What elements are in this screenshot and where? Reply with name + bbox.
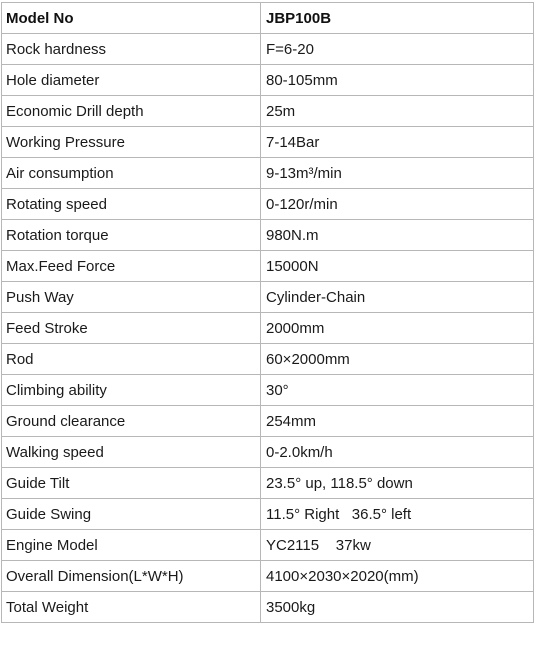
spec-value-cell: 0-2.0km/h <box>261 437 534 468</box>
table-row <box>2 220 534 251</box>
spec-value-cell: 980N.m <box>261 220 534 251</box>
spec-name-cell: Rock hardness <box>2 34 261 65</box>
spec-value-cell: 25m <box>261 96 534 127</box>
spec-name-cell: Engine Model <box>2 530 261 561</box>
spec-table-body <box>2 3 534 623</box>
table-row <box>2 34 534 65</box>
spec-value-cell: 60×2000mm <box>261 344 534 375</box>
table-row <box>2 96 534 127</box>
table-row <box>2 406 534 437</box>
table-row <box>2 127 534 158</box>
spec-name-cell: Guide Tilt <box>2 468 261 499</box>
spec-value-cell: 30° <box>261 375 534 406</box>
spec-value-cell: YC2115 37kw <box>261 530 534 561</box>
spec-value-cell: 7-14Bar <box>261 127 534 158</box>
spec-table <box>1 2 534 623</box>
table-row <box>2 375 534 406</box>
spec-value-cell: 15000N <box>261 251 534 282</box>
table-row <box>2 251 534 282</box>
spec-value-cell: 11.5° Right 36.5° left <box>261 499 534 530</box>
spec-value-cell: 9-13m³/min <box>261 158 534 189</box>
spec-value-cell: 80-105mm <box>261 65 534 96</box>
spec-name-cell: Total Weight <box>2 592 261 623</box>
table-row <box>2 561 534 592</box>
spec-name-cell: Rod <box>2 344 261 375</box>
table-row <box>2 344 534 375</box>
spec-value-cell: F=6-20 <box>261 34 534 65</box>
table-row <box>2 65 534 96</box>
table-row <box>2 499 534 530</box>
spec-name-cell: Ground clearance <box>2 406 261 437</box>
table-row <box>2 189 534 220</box>
spec-value-cell: 3500kg <box>261 592 534 623</box>
header-parameter-cell: Model No <box>2 3 261 34</box>
table-row <box>2 158 534 189</box>
table-row <box>2 468 534 499</box>
table-row <box>2 530 534 561</box>
spec-name-cell: Climbing ability <box>2 375 261 406</box>
spec-name-cell: Guide Swing <box>2 499 261 530</box>
spec-value-cell: 254mm <box>261 406 534 437</box>
spec-name-cell: Max.Feed Force <box>2 251 261 282</box>
spec-value-cell: 4100×2030×2020(mm) <box>261 561 534 592</box>
spec-name-cell: Push Way <box>2 282 261 313</box>
spec-name-cell: Rotation torque <box>2 220 261 251</box>
spec-value-cell: 23.5° up, 118.5° down <box>261 468 534 499</box>
spec-name-cell: Economic Drill depth <box>2 96 261 127</box>
table-row <box>2 282 534 313</box>
spec-name-cell: Working Pressure <box>2 127 261 158</box>
header-model-cell: JBP100B <box>261 3 534 34</box>
spec-name-cell: Feed Stroke <box>2 313 261 344</box>
table-row <box>2 313 534 344</box>
spec-name-cell: Walking speed <box>2 437 261 468</box>
table-header-row <box>2 3 534 34</box>
spec-name-cell: Hole diameter <box>2 65 261 96</box>
table-row <box>2 437 534 468</box>
spec-value-cell: Cylinder-Chain <box>261 282 534 313</box>
spec-name-cell: Rotating speed <box>2 189 261 220</box>
table-row <box>2 592 534 623</box>
spec-name-cell: Overall Dimension(L*W*H) <box>2 561 261 592</box>
spec-name-cell: Air consumption <box>2 158 261 189</box>
spec-value-cell: 0-120r/min <box>261 189 534 220</box>
spec-value-cell: 2000mm <box>261 313 534 344</box>
